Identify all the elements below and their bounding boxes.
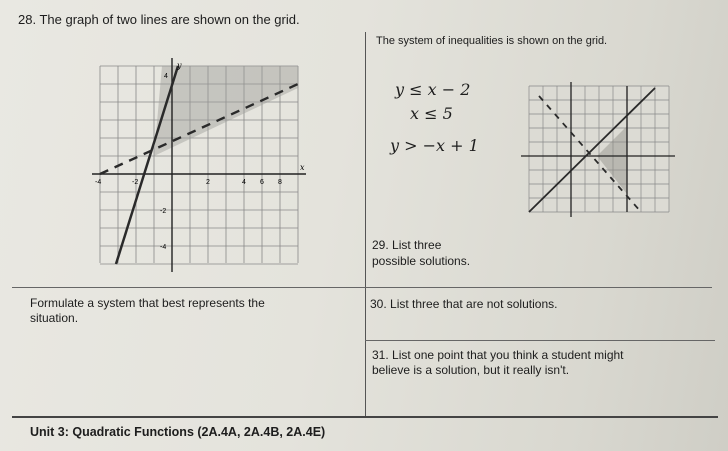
solid-line — [116, 66, 178, 264]
inequality-2: x ≤ 5 — [410, 104, 453, 123]
unit-footer: Unit 3: Quadratic Functions (2A.4A, 2A.4B, 2A.4E) — [30, 425, 326, 439]
tick-label: -2 — [132, 179, 139, 186]
footer-divider — [12, 416, 718, 418]
question-31-line-1: 31. List one point that you think a student might — [372, 348, 624, 362]
y-axis-label: y — [177, 61, 182, 70]
question-29-line-2: possible solutions. — [372, 254, 471, 268]
tick-label: 4 — [242, 179, 246, 186]
inequality-3: y > −x + 1 — [390, 136, 479, 155]
tick-label: -4 — [160, 244, 167, 251]
tick-label: 4 — [164, 73, 168, 80]
row-divider — [12, 287, 712, 288]
inequality-1: y ≤ x − 2 — [395, 80, 471, 99]
right-graph — [515, 82, 675, 217]
question-30-text: 30. List three that are not solutions. — [370, 297, 558, 311]
column-divider — [365, 32, 366, 417]
left-graph — [92, 58, 307, 273]
tick-label: -4 — [95, 179, 102, 186]
x-axis-label: x — [300, 163, 305, 172]
question-31-line-2: believe is a solution, but it really isn't. — [372, 363, 570, 377]
tick-label: -2 — [160, 208, 167, 215]
row-divider — [365, 340, 715, 341]
formulate-prompt-line-2: situation. — [30, 311, 79, 325]
tick-label: 2 — [206, 179, 210, 186]
formulate-prompt-line-1: Formulate a system that best represents the — [30, 296, 265, 310]
question-29-line-1: 29. List three — [372, 238, 442, 252]
tick-label: 6 — [260, 179, 264, 186]
question-28-text: 28. The graph of two lines are shown on the grid. — [18, 12, 300, 27]
system-intro-text: The system of inequalities is shown on the grid. — [376, 35, 608, 47]
tick-label: 8 — [278, 179, 282, 186]
